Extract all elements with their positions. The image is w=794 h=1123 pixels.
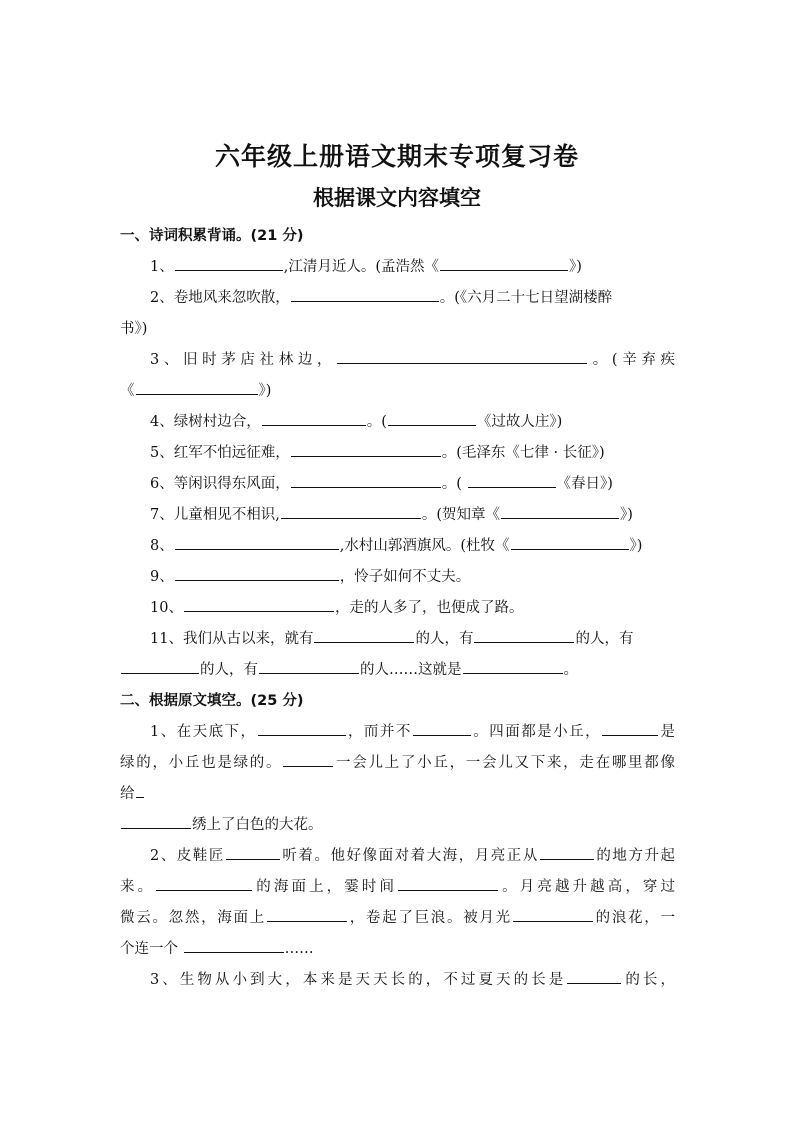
question-text: 《春日》)	[556, 476, 613, 492]
answer-blank[interactable]	[513, 906, 593, 922]
passage-2-line-2	[120, 872, 675, 903]
question-number: 8、	[150, 538, 174, 554]
question-11-continued	[120, 655, 675, 686]
question-3-continued	[120, 376, 675, 407]
answer-blank[interactable]	[602, 720, 658, 736]
answer-blank[interactable]	[121, 813, 191, 829]
answer-blank[interactable]	[175, 565, 339, 581]
question-text: ,水村山郭酒旗风。(杜牧《	[339, 538, 510, 554]
question-text: 《过故人庄》)	[476, 414, 563, 430]
question-text: ，怜子如何不丈夫。	[339, 569, 471, 585]
question-text: 5、红军不怕远征难，	[150, 445, 290, 461]
answer-blank[interactable]	[267, 906, 347, 922]
answer-blank[interactable]	[175, 255, 283, 271]
question-3	[120, 345, 675, 376]
question-text: 。(	[441, 476, 462, 492]
answer-blank[interactable]	[463, 658, 563, 674]
answer-blank[interactable]	[291, 441, 441, 457]
passage-text: 一会儿上了小丘，一会儿又下来，走在哪里都像	[334, 755, 676, 771]
answer-blank[interactable]	[184, 937, 284, 953]
answer-blank[interactable]	[291, 472, 441, 488]
passage-1-line-3	[120, 779, 675, 810]
answer-blank[interactable]	[501, 503, 619, 519]
answer-blank[interactable]	[259, 658, 359, 674]
passage-text: 微云。忽然，海面上	[120, 910, 266, 926]
passage-text: ，而并不	[346, 724, 412, 740]
answer-blank[interactable]	[337, 348, 587, 364]
question-number: 9、	[150, 569, 174, 585]
answer-blank[interactable]	[283, 751, 333, 767]
question-text: 。	[563, 662, 578, 678]
passage-text: 是	[659, 724, 676, 740]
passage-text: 的浪花，一	[593, 910, 676, 926]
question-text: 4、绿树村边合，	[150, 414, 261, 430]
passage-text: ，卷起了巨浪。被月光	[347, 910, 512, 926]
passage-text: 的海面上，霎时间	[253, 879, 398, 895]
passage-text: 给	[120, 786, 135, 802]
question-text: 6、等闲识得东风面，	[150, 476, 290, 492]
passage-text: 的长，	[622, 972, 675, 988]
question-text: 》)	[569, 259, 582, 275]
answer-blank[interactable]	[184, 596, 334, 612]
question-text: 2、卷地风来忽吹散，	[150, 290, 290, 306]
question-text: 。(	[366, 414, 387, 430]
passage-text: 听着。他好像面对着大海，月亮正从	[280, 848, 539, 864]
answer-blank[interactable]	[474, 627, 574, 643]
question-10	[120, 593, 675, 624]
passage-2-line-1	[120, 841, 675, 872]
passage-text: 。月亮越升越高，穿过	[499, 879, 676, 895]
question-text: 》)	[629, 538, 643, 554]
question-text: 。(《六月二十七日望湖楼醉	[439, 290, 613, 306]
passage-1-line-1	[120, 717, 675, 748]
passage-text: 的地方升起	[594, 848, 676, 864]
question-7	[120, 500, 675, 531]
answer-blank[interactable]	[540, 844, 594, 860]
passage-text: 个连一个	[120, 941, 178, 957]
question-text: 《	[120, 383, 135, 399]
passage-text: 来。	[120, 879, 156, 895]
answer-blank[interactable]	[156, 875, 252, 891]
question-11	[120, 624, 675, 655]
question-text: 11、我们从古以来，就有	[150, 631, 314, 647]
answer-blank[interactable]	[226, 844, 280, 860]
answer-blank[interactable]	[258, 720, 346, 736]
question-text: 。(贺知章《	[421, 507, 501, 523]
passage-text: 绣上了白色的大花。	[192, 817, 323, 833]
question-number: 10、	[150, 600, 183, 616]
question-text: 。(辛弃疾	[588, 352, 675, 368]
answer-blank[interactable]	[314, 627, 414, 643]
section-heading-1: 一、诗词积累背诵。(21 分)	[120, 228, 304, 244]
answer-blank[interactable]	[175, 534, 339, 550]
passage-text: 绿的，小丘也是绿的。	[120, 755, 283, 771]
question-text: 。(毛泽东《七律 · 长征》)	[441, 445, 605, 461]
question-2-continued: 书》)	[120, 321, 148, 337]
question-text: 》)	[258, 383, 272, 399]
question-9	[120, 562, 675, 593]
passage-1-line-2	[120, 748, 675, 779]
question-text: ,江清月近人。(孟浩然《	[283, 259, 439, 275]
question-4	[120, 407, 675, 438]
answer-blank[interactable]	[291, 286, 439, 302]
answer-blank[interactable]	[262, 410, 366, 426]
passage-text: 2、皮鞋匠	[150, 848, 225, 864]
passage-3-line-1	[120, 965, 675, 996]
answer-blank[interactable]	[388, 410, 476, 426]
question-8	[120, 531, 675, 562]
answer-blank[interactable]	[511, 534, 629, 550]
question-text: 》)	[620, 507, 633, 523]
answer-blank[interactable]	[398, 875, 498, 891]
question-5	[120, 438, 675, 469]
passage-1-line-4	[120, 810, 675, 841]
question-1	[120, 252, 675, 283]
answer-blank[interactable]	[440, 255, 568, 271]
answer-blank[interactable]	[567, 968, 621, 984]
question-number: 1、	[150, 259, 174, 275]
question-6	[120, 469, 675, 500]
page-subtitle: 根据课文内容填空	[313, 186, 481, 210]
answer-blank[interactable]	[136, 379, 258, 395]
question-2	[120, 283, 675, 314]
question-text: 的人……这就是	[360, 662, 462, 678]
passage-text: ……	[284, 941, 314, 957]
passage-2-line-3	[120, 903, 675, 934]
section-heading-2: 二、根据原文填空。(25 分)	[120, 693, 304, 709]
passage-text: 1、在天底下，	[150, 724, 257, 740]
passage-2-line-4	[120, 934, 675, 965]
answer-blank[interactable]	[413, 720, 471, 736]
question-text: 的人，有	[200, 662, 258, 678]
page-title: 六年级上册语文期末专项复习卷	[214, 142, 579, 171]
question-text: 3、旧时茅店社林边，	[150, 352, 337, 368]
answer-blank[interactable]	[468, 472, 556, 488]
question-text: ，走的人多了，也便成了路。	[334, 600, 524, 616]
worksheet-content	[120, 221, 675, 996]
question-text: 7、儿童相见不相识,	[150, 507, 280, 523]
question-text: 的人，有	[415, 631, 474, 647]
answer-blank[interactable]	[281, 503, 421, 519]
passage-text: 3、生物从小到大，本来是天天长的，不过夏天的长是	[150, 972, 567, 988]
passage-text: 。四面都是小丘，	[471, 724, 602, 740]
question-text: 的人，有	[575, 631, 634, 647]
answer-blank[interactable]	[136, 782, 144, 798]
answer-blank[interactable]	[121, 658, 199, 674]
